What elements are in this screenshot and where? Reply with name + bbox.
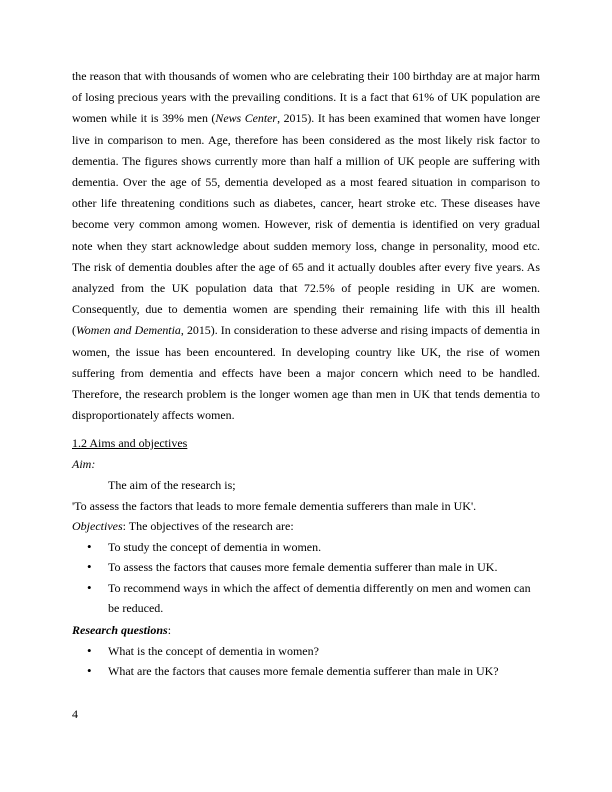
list-item: • What is the concept of dementia in women? — [72, 641, 540, 661]
aim-intro: The aim of the research is; — [108, 478, 236, 492]
page-number: 4 — [72, 707, 78, 721]
research-questions-list — [72, 641, 540, 682]
section-heading: 1.2 Aims and objectives — [72, 436, 188, 450]
bullet-icon: • — [87, 539, 92, 554]
list-item: • To study the concept of dementia in women. — [72, 537, 540, 557]
aim-statement: 'To assess the factors that leads to more female dementia sufferers than male in UK'. — [72, 499, 477, 513]
list-item: • To recommend ways in which the affect of dementia differently on men and women can be reduced. — [87, 579, 531, 616]
list-item: • What are the factors that causes more female dementia sufferer than male in UK? — [72, 661, 540, 681]
list-item: • To assess the factors that causes more female dementia sufferer than male in UK. — [72, 557, 540, 577]
paragraph-text: , 2015). It has been examined that women have longer live in comparison to men. Age, therefore has been considered as the most likely risk factor to dementia. The figures shows currently more than half a million of UK people are suffering with dementia. Over the age of 55, dementia developed as a most feared situation in comparison to other life threatening conditions such as diabetes, cancer, heart stroke etc. These diseases have become very common among women. However, risk of dementia is identified on very gradual note when they start acknowledge about sudden memory loss, change in personality, mood etc. The risk of dementia doubles after the age of 65 and it actually doubles after every five years. As analyzed from the UK population data that 72.5% of people residing in UK are women. Consequently, due to dementia women are spending their remaining life with this ill health ( — [72, 111, 540, 338]
bullet-icon: • — [87, 579, 92, 595]
bullet-icon: • — [87, 643, 92, 658]
bullet-icon: • — [87, 559, 92, 575]
objectives-list — [72, 537, 540, 619]
objectives-intro: Objectives: The objectives of the research are: — [72, 519, 294, 533]
research-questions-label: Research questions: — [72, 623, 172, 637]
citation: Women and Dementia — [75, 323, 181, 338]
paragraph-text: , 2015). In consideration to these adverse and rising impacts of dementia in women, the issue has been encountered. In developing country like UK, the rise of women suffering from dementia and effects have been a major concern which need to be handled. Therefore, the research problem is the longer women age than men in UK that tends dementia to disproportionately affects women. — [72, 323, 540, 423]
bullet-icon: • — [87, 663, 92, 679]
citation: News Center — [215, 111, 278, 126]
paragraph-text: the reason that with thousands of women who are celebrating their 100 birthday are at major harm of losing precious years with the prevailing conditions. It is a fact that 61% of UK population are women while it is 39% men ( — [72, 69, 540, 126]
aim-label: Aim: — [72, 457, 96, 471]
body-paragraph — [72, 66, 540, 426]
